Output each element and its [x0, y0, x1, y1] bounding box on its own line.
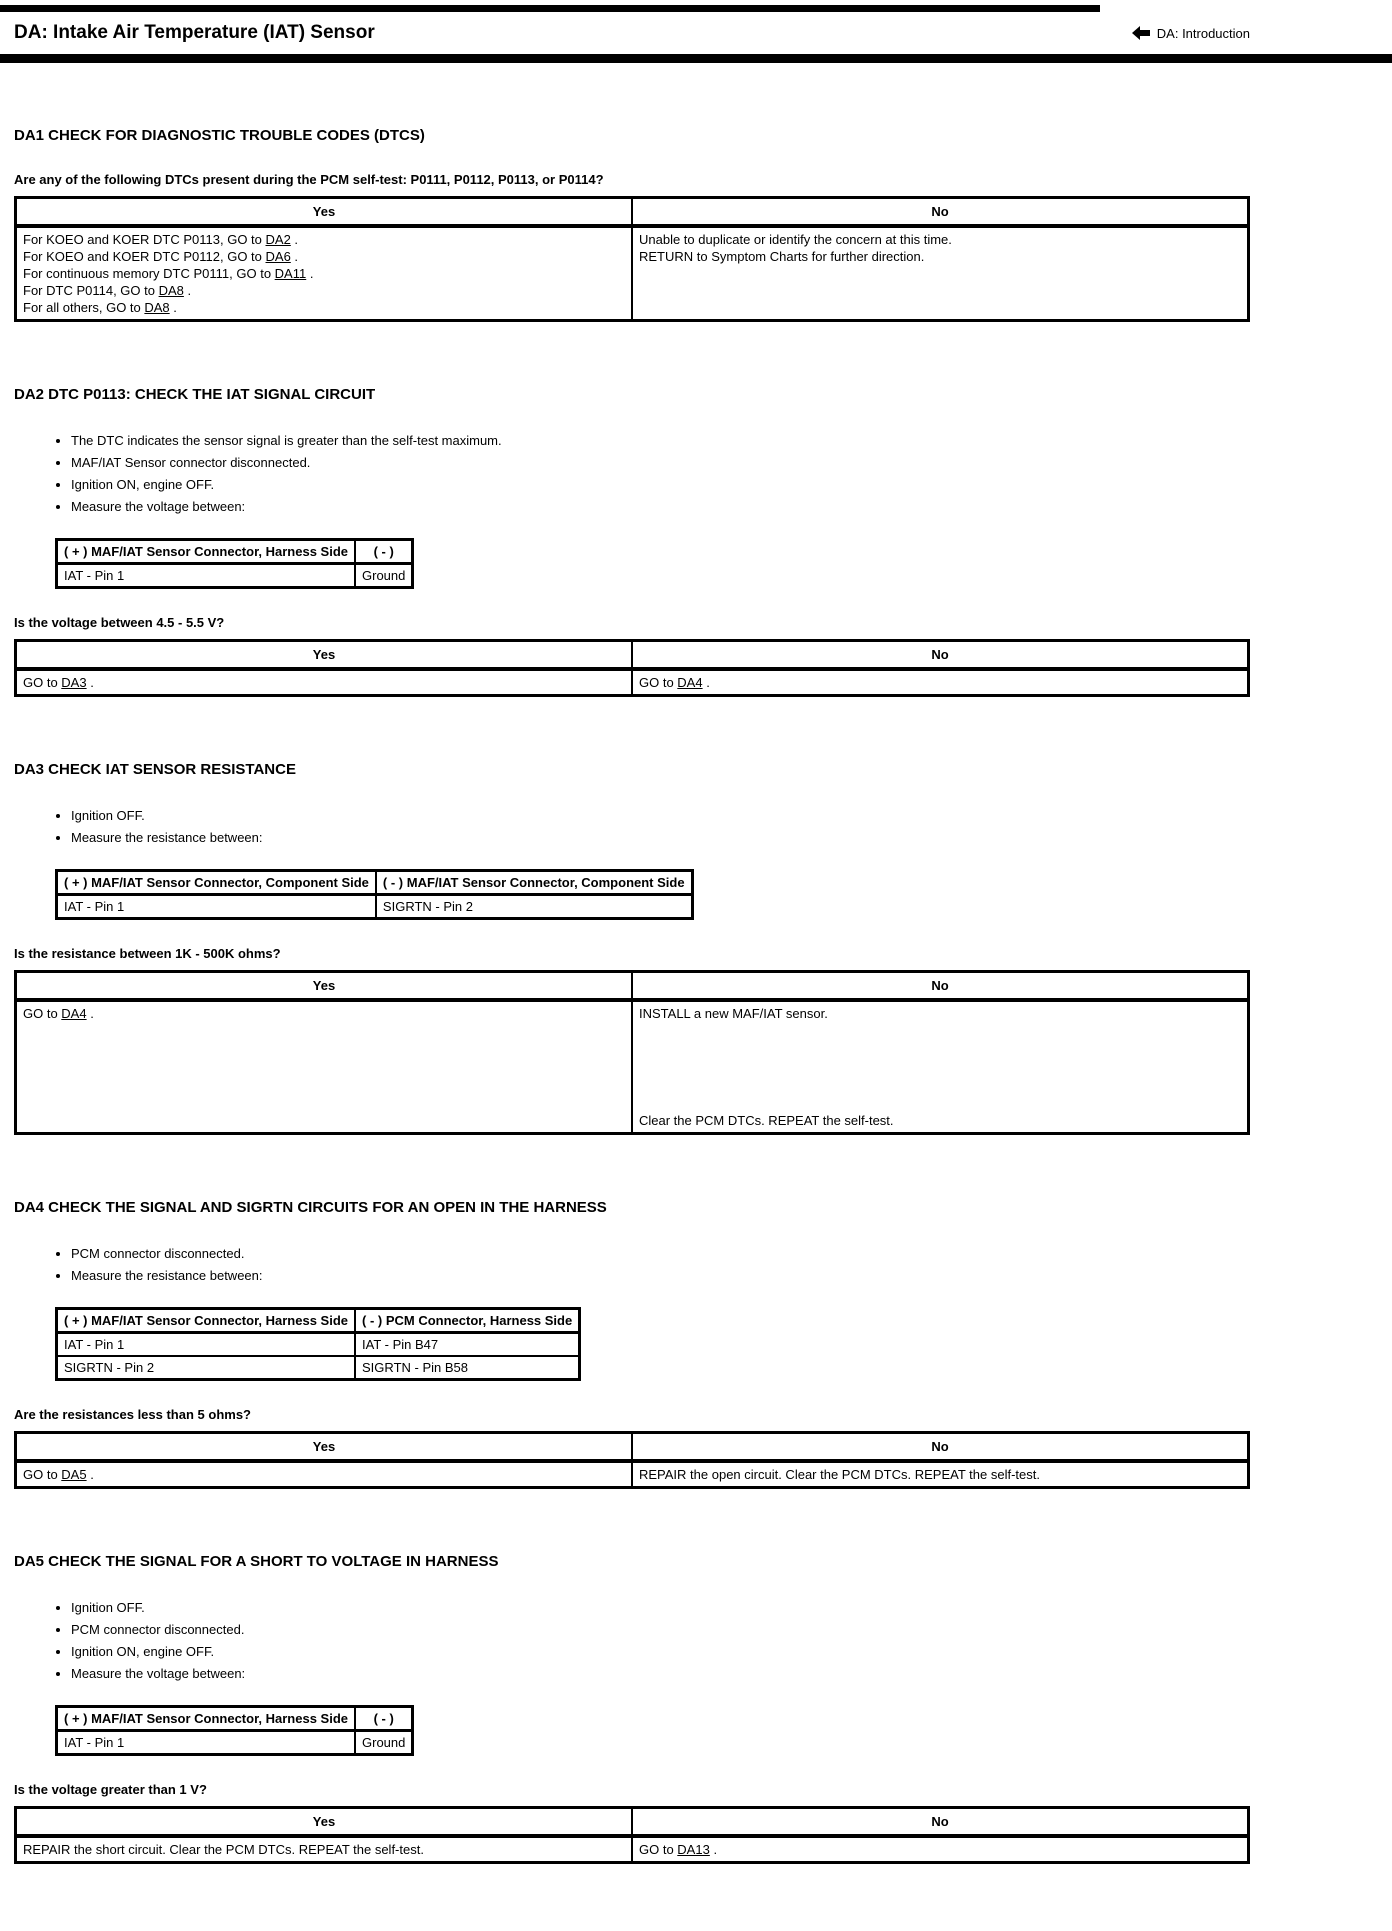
decision-paragraph — [23, 232, 625, 247]
back-nav — [1132, 26, 1250, 41]
decision-paragraph — [639, 1113, 1241, 1128]
decision-table — [14, 639, 1250, 697]
no-cell — [632, 1836, 1249, 1863]
decision-text: . — [290, 249, 299, 264]
decision-text: For DTC P0114, GO to — [23, 283, 159, 298]
instruction-item: • Measure the resistance between: — [71, 1268, 1250, 1283]
decision-paragraph — [23, 1842, 625, 1857]
instruction-item: • Measure the voltage between: — [71, 499, 1250, 514]
instruction-item: • PCM connector disconnected. — [71, 1622, 1250, 1637]
no-column-header: No — [632, 1808, 1249, 1837]
decision-text: . — [306, 266, 314, 281]
section-heading: DA4 CHECK THE SIGNAL AND SIGRTN CIRCUITS FOR AN OPEN IN THE HARNESS — [14, 1199, 607, 1216]
decision-text: . — [86, 1467, 94, 1482]
no-cell — [632, 226, 1249, 321]
measure-col-header: ( - ) — [355, 1707, 413, 1731]
section-da2 — [14, 386, 1250, 697]
question-text: Is the voltage between 4.5 - 5.5 V? — [14, 615, 225, 630]
page-header — [14, 12, 1250, 54]
decision-text: For KOEO and KOER DTC P0112, GO to — [23, 249, 266, 264]
instruction-item: • Ignition OFF. — [71, 1600, 1250, 1615]
decision-paragraph — [639, 1842, 1241, 1857]
measure-cell: Ground — [355, 564, 413, 588]
link-da5[interactable]: DA5 — [61, 1467, 87, 1482]
decision-paragraph — [639, 232, 1241, 247]
header-rule-top — [0, 5, 1100, 12]
decision-paragraph — [639, 1006, 1241, 1021]
decision-text: For all others, GO to — [23, 300, 145, 315]
link-da13[interactable]: DA13 — [677, 1842, 710, 1857]
link-da11[interactable]: DA11 — [274, 266, 307, 281]
section-da1 — [14, 127, 1250, 322]
decision-table — [14, 970, 1250, 1135]
decision-paragraph — [639, 249, 1241, 264]
measure-cell: IAT - Pin B47 — [355, 1333, 580, 1357]
decision-text: GO to — [23, 1006, 62, 1021]
section-heading: DA2 DTC P0113: CHECK THE IAT SIGNAL CIRCUIT — [14, 386, 376, 403]
instruction-list — [71, 433, 1250, 514]
question-text: Is the voltage greater than 1 V? — [14, 1782, 207, 1797]
link-da3[interactable]: DA3 — [61, 675, 87, 690]
measurement-table — [55, 869, 694, 920]
section-da3 — [14, 761, 1250, 1135]
decision-text: REPAIR the short circuit. Clear the PCM DTCs. REPEAT the self-test. — [23, 1842, 424, 1857]
link-da2[interactable]: DA2 — [265, 232, 291, 247]
measure-cell: IAT - Pin 1 — [57, 1333, 356, 1357]
decision-text: . — [709, 1842, 718, 1857]
instruction-item: • MAF/IAT Sensor connector disconnected. — [71, 455, 1250, 470]
instruction-item: • Measure the voltage between: — [71, 1666, 1250, 1681]
back-arrow-icon — [1132, 26, 1150, 40]
decision-text: For continuous memory DTC P0111, GO to — [23, 266, 275, 281]
no-column-header: No — [632, 198, 1249, 227]
section-da5 — [14, 1553, 1250, 1864]
measure-cell: IAT - Pin 1 — [57, 895, 376, 919]
measure-col-header: ( - ) MAF/IAT Sensor Connector, Component Side — [376, 871, 692, 895]
question-text: Are the resistances less than 5 ohms? — [14, 1407, 251, 1422]
yes-column-header: Yes — [16, 972, 633, 1001]
measure-col-header: ( + ) MAF/IAT Sensor Connector, Harness Side — [57, 1707, 356, 1731]
yes-cell — [16, 1836, 633, 1863]
yes-column-header: Yes — [16, 1433, 633, 1462]
yes-column-header: Yes — [16, 641, 633, 670]
decision-text: For KOEO and KOER DTC P0113, GO to — [23, 232, 266, 247]
yes-cell — [16, 1461, 633, 1488]
decision-text: . — [183, 283, 192, 298]
no-column-header: No — [632, 1433, 1249, 1462]
decision-text: GO to — [23, 675, 62, 690]
decision-paragraph — [23, 266, 625, 281]
instruction-list — [71, 1600, 1250, 1681]
decision-text: GO to — [23, 1467, 62, 1482]
instruction-item: • PCM connector disconnected. — [71, 1246, 1250, 1261]
link-da8[interactable]: DA8 — [158, 283, 184, 298]
decision-paragraph — [23, 283, 625, 298]
back-link[interactable]: DA: Introduction — [1156, 25, 1250, 41]
no-cell — [632, 669, 1249, 696]
decision-text: Unable to duplicate or identify the concern at this time. — [639, 232, 952, 247]
decision-text: INSTALL a new MAF/IAT sensor. — [639, 1006, 828, 1021]
instruction-item: • The DTC indicates the sensor signal is greater than the self-test maximum. — [71, 433, 1250, 448]
measure-cell: SIGRTN - Pin 2 — [376, 895, 692, 919]
decision-paragraph — [639, 675, 1241, 690]
decision-text: . — [86, 675, 94, 690]
decision-paragraph — [23, 1467, 625, 1482]
no-column-header: No — [632, 641, 1249, 670]
instruction-item: • Ignition ON, engine OFF. — [71, 1644, 1250, 1659]
link-da4[interactable]: DA4 — [677, 675, 703, 690]
decision-table — [14, 196, 1250, 322]
no-cell-content — [639, 1004, 1241, 1130]
measure-col-header: ( - ) — [355, 540, 413, 564]
decision-paragraph — [23, 675, 625, 690]
decision-text: REPAIR the open circuit. Clear the PCM DTCs. REPEAT the self-test. — [639, 1467, 1040, 1482]
measure-cell: IAT - Pin 1 — [57, 564, 356, 588]
instruction-list — [71, 1246, 1250, 1283]
header-rule-bottom — [0, 54, 1392, 63]
link-da4[interactable]: DA4 — [61, 1006, 87, 1021]
measure-col-header: ( + ) MAF/IAT Sensor Connector, Harness Side — [57, 1309, 356, 1333]
link-da6[interactable]: DA6 — [265, 249, 291, 264]
decision-text: . — [702, 675, 710, 690]
measure-cell: Ground — [355, 1731, 413, 1755]
measure-cell: IAT - Pin 1 — [57, 1731, 356, 1755]
decision-table — [14, 1806, 1250, 1864]
instruction-item: • Ignition OFF. — [71, 808, 1250, 823]
decision-paragraph — [23, 1006, 625, 1021]
decision-table — [14, 1431, 1250, 1489]
measure-col-header: ( + ) MAF/IAT Sensor Connector, Harness Side — [57, 540, 356, 564]
no-column-header: No — [632, 972, 1249, 1001]
question-text: Are any of the following DTCs present during the PCM self-test: P0111, P0112, P0113, or P0114? — [14, 172, 604, 187]
measure-cell: SIGRTN - Pin 2 — [57, 1356, 356, 1380]
decision-text: Clear the PCM DTCs. REPEAT the self-test. — [639, 1113, 894, 1128]
decision-text: GO to — [639, 1842, 678, 1857]
yes-cell — [16, 669, 633, 696]
measure-col-header: ( - ) PCM Connector, Harness Side — [355, 1309, 580, 1333]
yes-column-header: Yes — [16, 198, 633, 227]
section-heading: DA5 CHECK THE SIGNAL FOR A SHORT TO VOLTAGE IN HARNESS — [14, 1553, 499, 1570]
page-title: DA: Intake Air Temperature (IAT) Sensor — [14, 22, 375, 43]
measurement-table — [55, 1307, 581, 1381]
measurement-table — [55, 538, 414, 589]
yes-cell — [16, 226, 633, 321]
yes-column-header: Yes — [16, 1808, 633, 1837]
decision-text: . — [290, 232, 299, 247]
decision-paragraph — [23, 249, 625, 264]
no-cell — [632, 1461, 1249, 1488]
no-cell — [632, 1000, 1249, 1134]
instruction-item: • Ignition ON, engine OFF. — [71, 477, 1250, 492]
instruction-item: • Measure the resistance between: — [71, 830, 1250, 845]
measurement-table — [55, 1705, 414, 1756]
decision-text: . — [86, 1006, 94, 1021]
decision-text: GO to — [639, 675, 678, 690]
decision-paragraph — [639, 1467, 1241, 1482]
section-heading: DA3 CHECK IAT SENSOR RESISTANCE — [14, 761, 296, 778]
section-da4 — [14, 1199, 1250, 1489]
instruction-list — [71, 808, 1250, 845]
measure-cell: SIGRTN - Pin B58 — [355, 1356, 580, 1380]
yes-cell — [16, 1000, 633, 1134]
section-heading: DA1 CHECK FOR DIAGNOSTIC TROUBLE CODES (DTCS) — [14, 127, 425, 144]
link-da8[interactable]: DA8 — [144, 300, 170, 315]
question-text: Is the resistance between 1K - 500K ohms? — [14, 946, 281, 961]
decision-paragraph — [23, 300, 625, 315]
measure-col-header: ( + ) MAF/IAT Sensor Connector, Component Side — [57, 871, 376, 895]
decision-text: . — [169, 300, 177, 315]
decision-text: RETURN to Symptom Charts for further direction. — [639, 249, 925, 264]
